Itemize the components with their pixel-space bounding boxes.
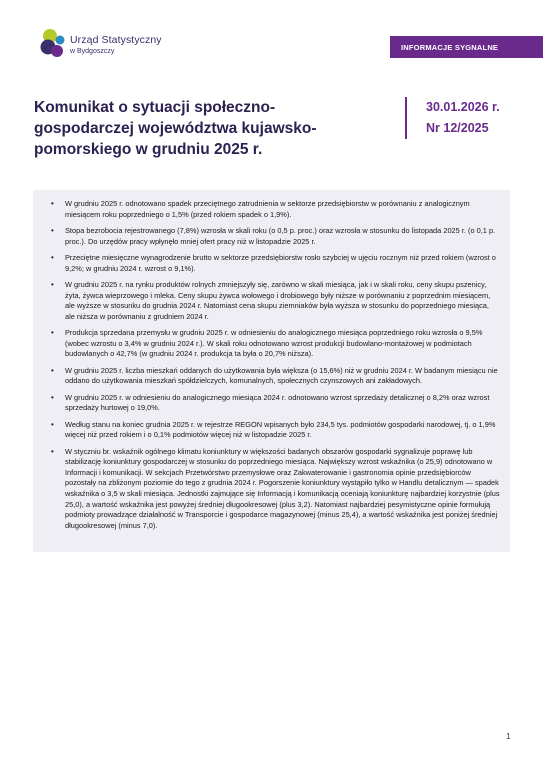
org-name: Urząd Statystyczny (70, 34, 162, 46)
logo (40, 27, 160, 61)
bullet-icon: • (51, 199, 54, 208)
bullet-icon: • (51, 225, 54, 235)
bullet-icon: • (51, 446, 54, 456)
list-item-text: W styczniu br. wskaźnik ogólnego klimatu koniunktury w większości badanych obszarów gospodarki sygnalizuje poprawę lub stabilizację koniunktury gospodarczej w stosunku do poprzedniego miesiąca. Największy wzrost wskaźnika (o 25,9) odnotowano w Informacji i komunikacji. W sekcjach Przetwórstwo przemysłowe oraz Zakwaterowanie i gastronomia opinie przedsiębiorców pozostały na zbliżonym poziomie do tego z grudnia 2024 r. Pogorszenie koniunktury wystąpiło tylko w Handlu detalicznym — spadek wskaźnika o 3,5 w skali miesiąca. Jednostki zajmujące się Informacją i komunikacją oceniają koniunkturę najbardziej korzystnie (plus 25,0), a wartość wskaźnika jest powyżej średniej długookresowej (plus 3,2). Natomiast najbardziej pesymistyczne opinie formułują podmioty prowadzące działalność w Transporcie i gospodarce magazynowej (minus 25,4), a wartość wskaźnika jest poniżej średniej długookresowej (minus 7,0). (65, 446, 500, 530)
publication-date: 30.01.2026 r. (426, 100, 500, 114)
list-item (51, 393, 500, 414)
list-item (51, 226, 500, 247)
list-item (51, 253, 500, 274)
page-number: 1 (506, 732, 511, 741)
list-item-text: Produkcja sprzedana przemysłu w grudniu 2025 r. w odniesieniu do analogicznego miesiąca poprzedniego roku wzrosła o 9,5% (wobec wzrostu o 3,4% w grudniu 2024 r.). W skali roku odnotowano wzrost produkcji budowlano-montażowej w podmiotach budowlanych o 42,7% (w grudniu 2024 r. produkcja ta była o 20,7% niższa). (65, 328, 483, 359)
list-item (51, 199, 500, 220)
list-item (51, 328, 500, 360)
statistics-office-logo-icon (40, 27, 68, 59)
list-item (51, 420, 500, 441)
list-item-text: W grudniu 2025 r. na rynku produktów rolnych zmniejszyły się, zarówno w skali miesiąca, jak i w skali roku, ceny skupu pszenicy, żyta, żywca wieprzowego i mleka. Ceny skupu żywca wołowego i drobiowego były niższe w porównaniu z poprzednim miesiącem, ale wyższe w stosunku do grudnia 2024 r. Natomiast cena skupu ziemniaków była wyższa w stosunku do poprzedniego miesiąca, ale niższa w porównaniu z grudniem 2024 r. (65, 279, 491, 321)
bullet-icon: • (51, 365, 54, 375)
list-item (51, 447, 500, 532)
document-title: Komunikat o sytuacji społeczno-gospodarczej województwa kujawsko-pomorskiego w grudniu 2025 r. (34, 99, 317, 158)
bullet-icon: • (51, 279, 54, 289)
bullet-icon: • (51, 419, 54, 429)
list-item-text: Według stanu na koniec grudnia 2025 r. w rejestrze REGON wpisanych było 234,5 tys. podmiotów gospodarki narodowej, tj. o 1,9% więcej niż przed rokiem i o 0,1% podmiotów więcej niż w listopadzie 2025 r. (65, 419, 496, 440)
summary-list (51, 199, 500, 531)
bullet-icon: • (51, 392, 54, 402)
summary-box (33, 190, 510, 552)
bullet-icon: • (51, 328, 54, 338)
list-item-text: W grudniu 2025 r. liczba mieszkań oddanych do użytkowania była większa (o 15,6%) niż w grudniu 2024 r. W badanym miesiącu nie oddano do użytkowania mieszkań spółdzielczych, komunalnych, społecznych czynszowych ani zakładowych. (65, 365, 498, 386)
list-item-text: W grudniu 2025 r. odnotowano spadek przeciętnego zatrudnienia w sektorze przedsiębiorstw w porównaniu z analogicznym miesiącem roku poprzedniego o 1,5% (przed rokiem spadek o 1,9%). (65, 199, 470, 219)
list-item-text: Przeciętne miesięczne wynagrodzenie brutto w sektorze przedsiębiorstw rosło szybciej w ujęciu rocznym niż przed rokiem (wzrost o 9,2%; w grudniu 2024 r. wzrost o 9,1%). (65, 252, 496, 273)
bullet-icon: • (51, 252, 54, 262)
title-divider (405, 97, 407, 139)
list-item-text: Stopa bezrobocia rejestrowanego (7,8%) wzrosła w skali roku (o 0,5 p. proc.) oraz wzrosła w stosunku do listopada 2025 r. (o 0,1 p. proc.). Do urzędów pracy wpłynęło mniej ofert pracy niż w listopadzie 2025 r. (65, 225, 496, 246)
org-city: w Bydgoszczy (70, 48, 115, 55)
list-item (51, 366, 500, 387)
issue-number: Nr 12/2025 (426, 121, 489, 135)
list-item (51, 280, 500, 322)
list-item-text: W grudniu 2025 r. w odniesieniu do analogicznego miesiąca 2024 r. odnotowano wzrost sprzedaży detalicznej o 8,2% oraz wzrost sprzedaży hurtowej o 19,0%. (65, 392, 490, 413)
publication-type-badge: INFORMACJE SYGNALNE (390, 36, 543, 58)
